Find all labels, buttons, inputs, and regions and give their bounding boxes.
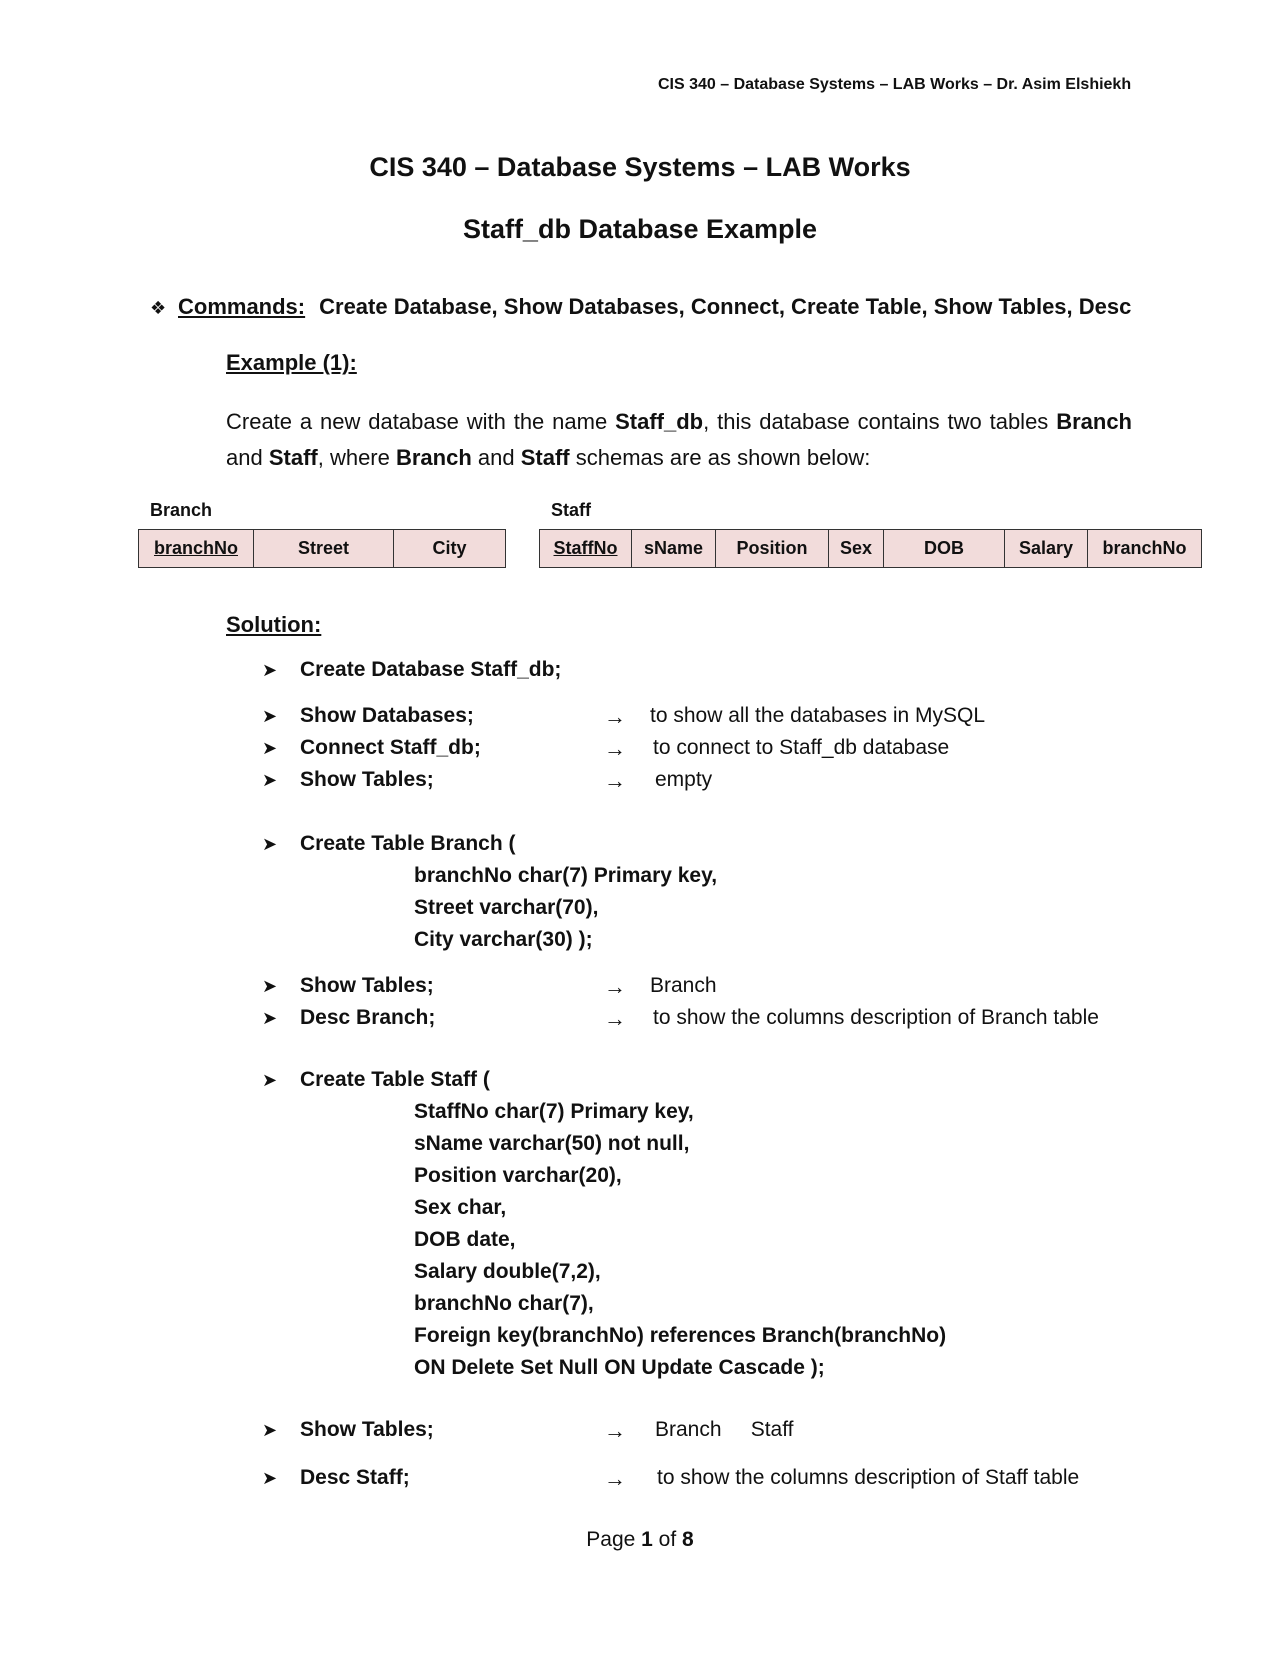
right-arrow-icon: → bbox=[604, 1418, 626, 1443]
step-show-databases bbox=[262, 704, 474, 728]
step-desc-branch bbox=[262, 1006, 435, 1030]
table-row bbox=[139, 530, 506, 568]
code-line: DOB date, bbox=[414, 1228, 516, 1251]
table-row bbox=[540, 530, 1202, 568]
step-note: to connect to Staff_db database bbox=[653, 736, 950, 759]
arrowhead-bullet-icon: ➤ bbox=[262, 660, 278, 680]
intro-text: , where bbox=[317, 445, 396, 470]
arrowhead-bullet-icon: ➤ bbox=[262, 770, 278, 790]
footer-page-total: 8 bbox=[682, 1528, 694, 1551]
right-arrow-icon: → bbox=[604, 1006, 626, 1031]
step-note: to show the columns description of Staff table bbox=[657, 1466, 1080, 1489]
intro-branch: Branch bbox=[1056, 409, 1132, 434]
arrowhead-bullet-icon: ➤ bbox=[262, 706, 278, 726]
page-footer bbox=[0, 1528, 1280, 1552]
staff-col-sex: Sex bbox=[829, 530, 884, 568]
step-note: empty bbox=[655, 768, 713, 791]
footer-text: of bbox=[652, 1528, 683, 1551]
staff-schema-table bbox=[539, 529, 1202, 568]
code-line: sName varchar(50) not null, bbox=[414, 1132, 690, 1155]
step-command: Create Database Staff_db; bbox=[300, 658, 562, 681]
diamond-bullet-icon: ❖ bbox=[150, 298, 167, 318]
intro-text: , this database contains two tables bbox=[703, 409, 1057, 434]
intro-staff: Staff bbox=[520, 445, 570, 470]
branch-col-branchno: branchNo bbox=[139, 530, 254, 568]
step-note: Branch Staff bbox=[655, 1418, 794, 1441]
footer-page-number: 1 bbox=[641, 1528, 653, 1551]
step-note: to show all the databases in MySQL bbox=[650, 704, 986, 727]
code-line: Foreign key(branchNo) references Branch(branchNo) bbox=[414, 1324, 947, 1347]
code-line: Street varchar(70), bbox=[414, 896, 599, 919]
step-desc-staff bbox=[262, 1466, 410, 1490]
solution-heading: Solution: bbox=[226, 612, 322, 637]
arrowhead-bullet-icon: ➤ bbox=[262, 1008, 278, 1028]
step-command: Create Table Branch ( bbox=[300, 832, 516, 855]
example-heading: Example (1): bbox=[226, 350, 357, 375]
step-command: Show Tables; bbox=[300, 1418, 434, 1441]
code-line: StaffNo char(7) Primary key, bbox=[414, 1100, 694, 1123]
branch-col-street: Street bbox=[254, 530, 394, 568]
intro-text: and bbox=[226, 445, 269, 470]
step-command: Desc Staff; bbox=[300, 1466, 410, 1489]
step-create-branch bbox=[262, 832, 516, 856]
intro-text: Create a new database with the name bbox=[226, 409, 616, 434]
right-arrow-icon: → bbox=[604, 1466, 626, 1491]
step-command: Create Table Staff ( bbox=[300, 1068, 490, 1091]
staff-col-dob: DOB bbox=[884, 530, 1005, 568]
arrowhead-bullet-icon: ➤ bbox=[262, 834, 278, 854]
intro-paragraph bbox=[226, 404, 1132, 476]
code-line: Salary double(7,2), bbox=[414, 1260, 601, 1283]
staff-table-label: Staff bbox=[551, 500, 591, 520]
code-line: ON Delete Set Null ON Update Cascade ); bbox=[414, 1356, 825, 1379]
staff-col-staffno: StaffNo bbox=[540, 530, 632, 568]
arrowhead-bullet-icon: ➤ bbox=[262, 1420, 278, 1440]
step-show-tables bbox=[262, 974, 434, 998]
step-create-staff bbox=[262, 1068, 490, 1092]
right-arrow-icon: → bbox=[604, 974, 626, 999]
branch-schema-table bbox=[138, 529, 506, 568]
arrowhead-bullet-icon: ➤ bbox=[262, 738, 278, 758]
intro-staff: Staff bbox=[268, 445, 318, 470]
step-show-tables bbox=[262, 768, 434, 792]
arrowhead-bullet-icon: ➤ bbox=[262, 1070, 278, 1090]
right-arrow-icon: → bbox=[604, 736, 626, 761]
footer-text: Page bbox=[586, 1528, 642, 1551]
step-command: Connect Staff_db; bbox=[300, 736, 481, 759]
staff-col-sname: sName bbox=[632, 530, 716, 568]
staff-col-position: Position bbox=[716, 530, 829, 568]
step-connect bbox=[262, 736, 481, 760]
step-create-database bbox=[262, 658, 561, 682]
branch-table-label: Branch bbox=[150, 500, 213, 520]
arrowhead-bullet-icon: ➤ bbox=[262, 976, 278, 996]
commands-line bbox=[150, 294, 1131, 320]
staff-col-branchno: branchNo bbox=[1088, 530, 1202, 568]
step-show-tables bbox=[262, 1418, 434, 1442]
intro-text: and bbox=[471, 445, 521, 470]
commands-label: Commands: bbox=[178, 294, 306, 319]
step-command: Desc Branch; bbox=[300, 1006, 436, 1029]
intro-db-name: Staff_db bbox=[615, 409, 704, 434]
staff-col-salary: Salary bbox=[1005, 530, 1088, 568]
arrowhead-bullet-icon: ➤ bbox=[262, 1468, 278, 1488]
running-header: CIS 340 – Database Systems – LAB Works – Dr. Asim Elshiekh bbox=[658, 76, 1132, 93]
page-subtitle: Staff_db Database Example bbox=[462, 214, 818, 244]
code-line: branchNo char(7), bbox=[414, 1292, 594, 1315]
intro-branch: Branch bbox=[395, 445, 472, 470]
code-line: City varchar(30) ); bbox=[414, 928, 593, 951]
page-title: CIS 340 – Database Systems – LAB Works bbox=[369, 152, 911, 182]
branch-col-city: City bbox=[394, 530, 506, 568]
right-arrow-icon: → bbox=[604, 704, 626, 729]
right-arrow-icon: → bbox=[604, 768, 626, 793]
commands-list: Create Database, Show Databases, Connect, Create Table, Show Tables, Desc bbox=[319, 294, 1132, 319]
step-note: Branch bbox=[650, 974, 717, 997]
code-line: Position varchar(20), bbox=[414, 1164, 622, 1187]
step-note: to show the columns description of Branch table bbox=[653, 1006, 1099, 1029]
step-command: Show Tables; bbox=[300, 768, 434, 791]
step-command: Show Tables; bbox=[300, 974, 434, 997]
code-line: Sex char, bbox=[414, 1196, 507, 1219]
intro-text: schemas are as shown below: bbox=[569, 445, 871, 470]
step-command: Show Databases; bbox=[300, 704, 474, 727]
code-line: branchNo char(7) Primary key, bbox=[414, 864, 718, 887]
